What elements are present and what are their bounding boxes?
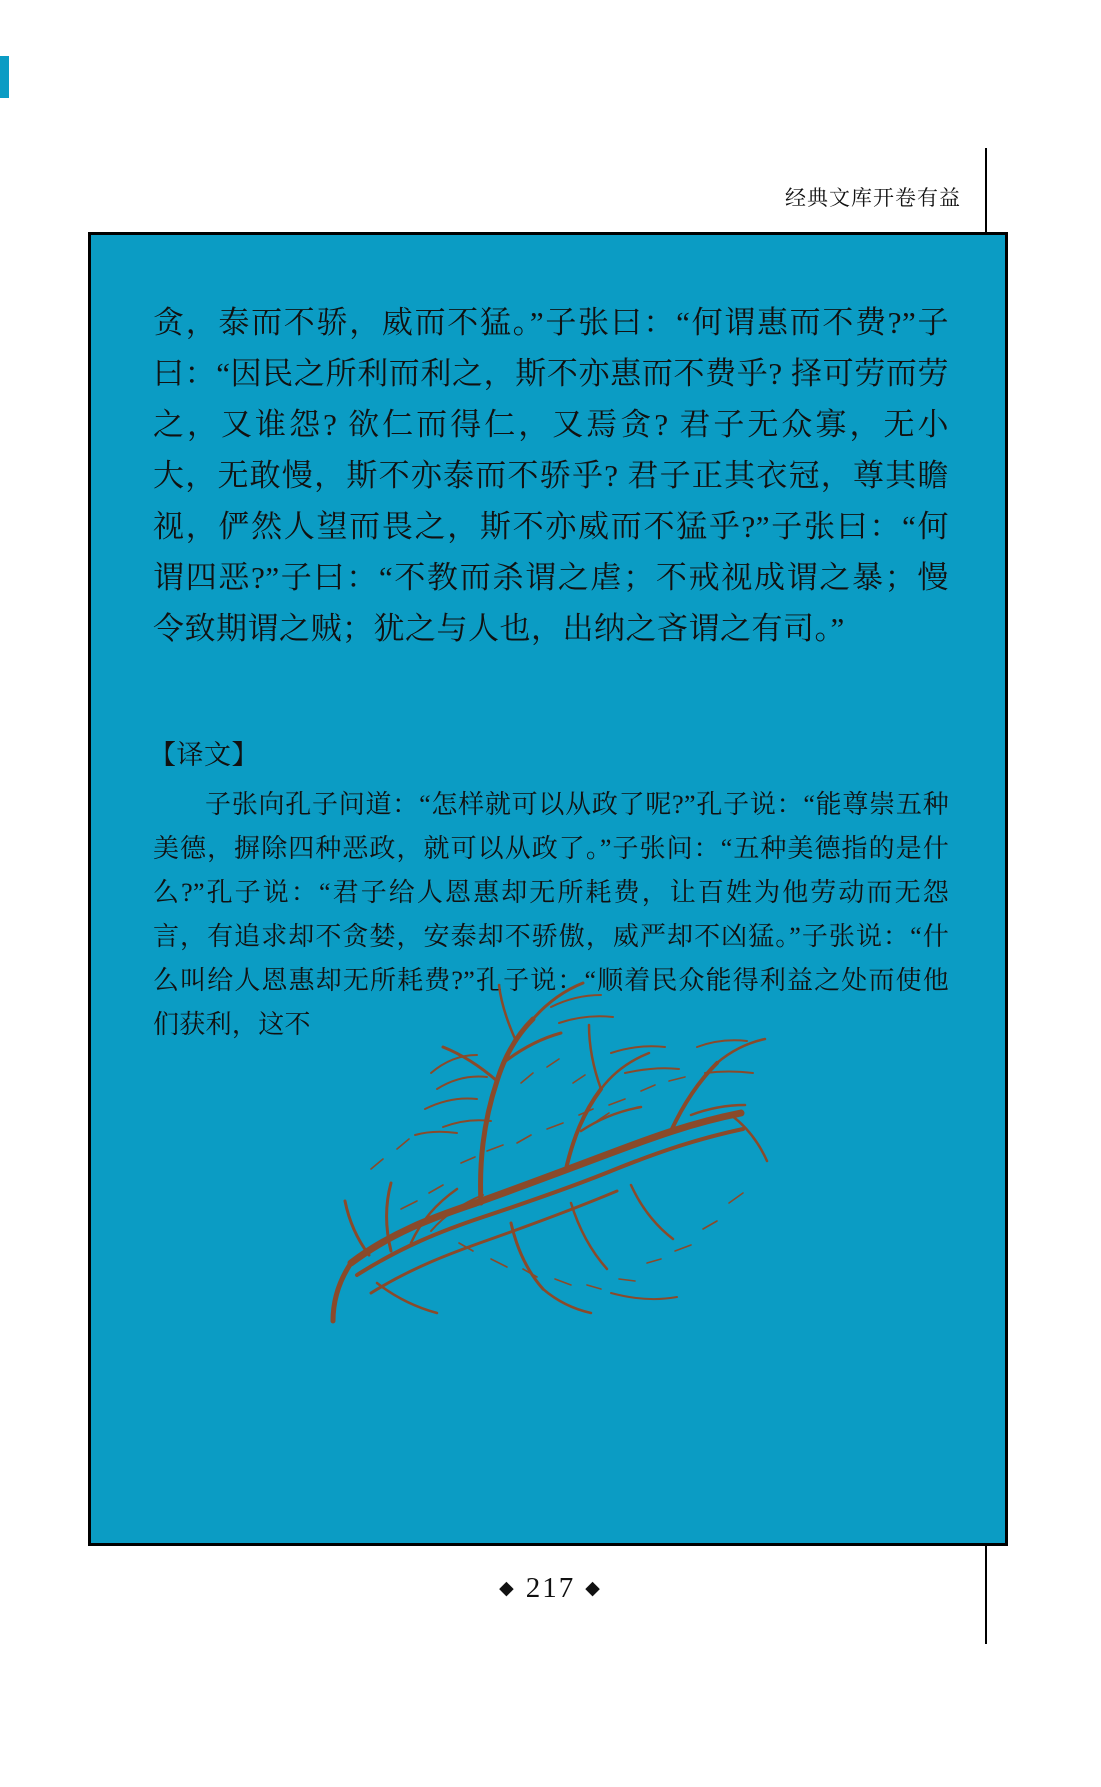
tree-branch-illustration bbox=[311, 963, 791, 1353]
translation-paragraph: 子张向孔子问道：“怎样就可以从政了呢?”孔子说：“能尊崇五种美德，摒除四种恶政，就可以从政了。”子张问：“五种美德指的是什么?”孔子说：“君子给人恩惠却无所耗费，让百姓为他劳动而无怨言，有追求却不贪婪，安泰却不骄傲，威严却不凶猛。”子张说：“什么叫给人恩惠却无所耗费?”孔子说：“顺着民众能得利益之处而使他们获利，这不 bbox=[153, 790, 949, 1039]
page-number-ornament-left: ◆ bbox=[499, 1578, 516, 1599]
content-panel bbox=[88, 232, 1008, 1546]
print-registration-mark bbox=[0, 56, 9, 98]
running-head: 经典文库开卷有益 bbox=[785, 186, 961, 210]
page-number-value: 217 bbox=[525, 1572, 576, 1604]
page-number-ornament-right: ◆ bbox=[585, 1578, 602, 1599]
classic-text-paragraph: 贪，泰而不骄，威而不猛。”子张曰：“何谓惠而不费?”子曰：“因民之所利而利之，斯不亦惠而不费乎? 择可劳而劳之，又谁怨? 欲仁而得仁，又焉贪? 君子无众寡，无小大，无敢慢，斯不亦泰而不骄乎? 君子正其衣冠，尊其瞻视，俨然人望而畏之，斯不亦威而不猛乎?”子张曰：“何谓四恶?”子曰：“不教而杀谓之虐；不戒视成谓之暴；慢令致期谓之贼；犹之与人也，出纳之吝谓之有司。” bbox=[153, 305, 949, 646]
translation-section-label: 【译文】 bbox=[149, 740, 259, 770]
page-number bbox=[0, 1572, 1101, 1605]
